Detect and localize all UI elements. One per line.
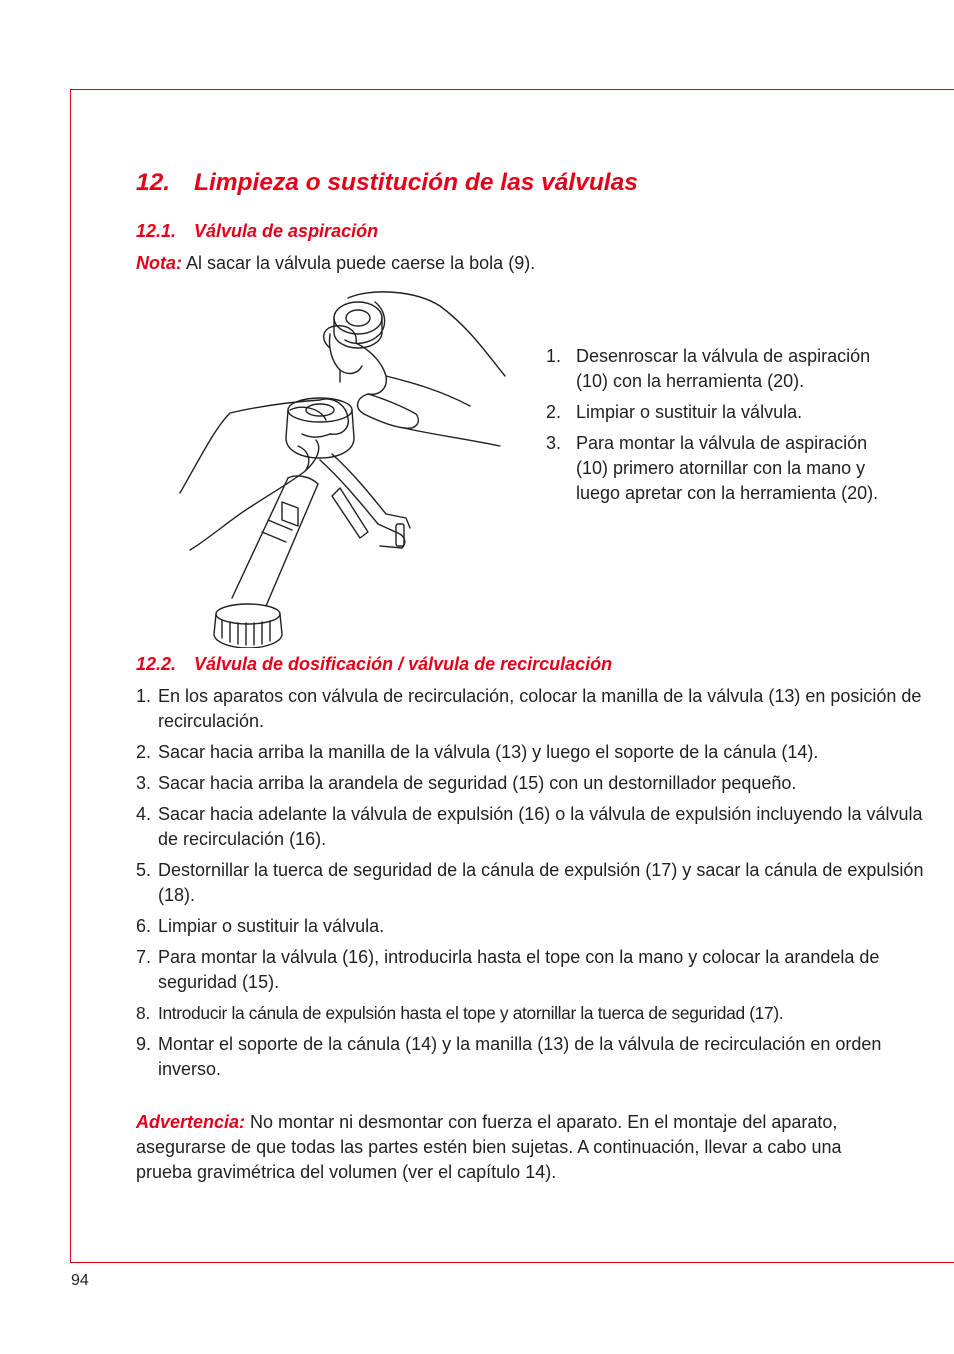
list-item-text: Desenroscar la válvula de aspiración (10) con la herramienta (20). xyxy=(576,346,871,391)
list-item-text: Sacar hacia arriba la arandela de seguridad (15) con un destornillador pequeño. xyxy=(158,773,797,793)
note-paragraph xyxy=(136,253,535,274)
subsection-2-title: Válvula de dosificación / válvula de recirculación xyxy=(194,654,613,674)
list-item-text: Introducir la cánula de expulsión hasta el tope y atornillar la tuerca de seguridad (17). xyxy=(158,1003,784,1023)
list-item-text: Para montar la válvula de aspiración (10) primero atornillar con la mano y luego apretar con la herramienta (20). xyxy=(576,433,879,503)
warning-label: Advertencia: xyxy=(136,1112,246,1132)
list-item-number: 4. xyxy=(136,804,152,824)
list-item-number: 1. xyxy=(136,686,152,706)
list-item-number: 1. xyxy=(546,346,562,366)
section-heading xyxy=(136,169,638,197)
list-item xyxy=(136,914,926,939)
hands-unscrewing-valve-illustration xyxy=(170,288,515,648)
page-frame-left-rule xyxy=(70,89,71,1262)
list-item-text: En los aparatos con válvula de recirculación, colocar la manilla de la válvula (13) en posición de recirculación. xyxy=(158,686,922,731)
list-item-number: 6. xyxy=(136,916,152,936)
list-item xyxy=(136,684,926,734)
list-item-number: 9. xyxy=(136,1034,152,1054)
list-item-number: 3. xyxy=(136,773,152,793)
subsection-2-number: 12.2. xyxy=(136,654,177,674)
page-frame-bottom-rule xyxy=(70,1262,954,1263)
list-item-text: Limpiar o sustituir la válvula. xyxy=(158,916,385,936)
subsection-2-heading xyxy=(136,654,612,675)
list-item xyxy=(136,1032,926,1082)
warning-text: No montar ni desmontar con fuerza el aparato. En el montaje del aparato, asegurarse de que todas las partes estén bien sujetas. A continuación, llevar a cabo una prueba gravimétrica del volumen (ver el capítulo 14). xyxy=(136,1112,842,1182)
subsection-1-title: Válvula de aspiración xyxy=(194,221,379,241)
list-item xyxy=(136,945,926,995)
list-item-text: Destornillar la tuerca de seguridad de la cánula de expulsión (17) y sacar la cánula de expulsión (18). xyxy=(158,860,924,905)
suction-valve-steps xyxy=(546,344,896,512)
list-item-number: 3. xyxy=(546,433,562,453)
list-item-number: 8. xyxy=(136,1003,150,1023)
note-label: Nota: xyxy=(136,253,182,273)
page-frame-top-rule xyxy=(70,89,954,90)
list-item xyxy=(136,858,926,908)
list-item xyxy=(546,344,896,394)
warning-paragraph xyxy=(136,1110,896,1185)
section-number: 12. xyxy=(136,169,171,196)
list-item xyxy=(136,1001,926,1026)
section-title: Limpieza o sustitución de las válvulas xyxy=(194,169,638,196)
list-item-text: Para montar la válvula (16), introducirla hasta el tope con la mano y colocar la arandela de seguridad (15). xyxy=(158,947,880,992)
subsection-1-heading xyxy=(136,221,378,242)
list-item xyxy=(546,431,896,506)
list-item xyxy=(136,740,926,765)
list-item-number: 5. xyxy=(136,860,152,880)
list-item-text: Sacar hacia adelante la válvula de expulsión (16) o la válvula de expulsión incluyendo la válvula de recirculación (16). xyxy=(158,804,923,849)
list-item-text: Montar el soporte de la cánula (14) y la manilla (13) de la válvula de recirculación en orden inverso. xyxy=(158,1034,882,1079)
list-item-number: 7. xyxy=(136,947,152,967)
list-item-text: Sacar hacia arriba la manilla de la válvula (13) y luego el soporte de la cánula (14). xyxy=(158,742,819,762)
list-item-text: Limpiar o sustituir la válvula. xyxy=(576,402,803,422)
subsection-1-number: 12.1. xyxy=(136,221,177,241)
note-text: Al sacar la válvula puede caerse la bola (9). xyxy=(182,253,536,273)
list-item-number: 2. xyxy=(546,402,562,422)
list-item-number: 2. xyxy=(136,742,152,762)
dosing-valve-steps xyxy=(136,684,926,1088)
page-number: 94 xyxy=(71,1272,89,1289)
list-item xyxy=(136,802,926,852)
list-item xyxy=(136,771,926,796)
list-item xyxy=(546,400,896,425)
